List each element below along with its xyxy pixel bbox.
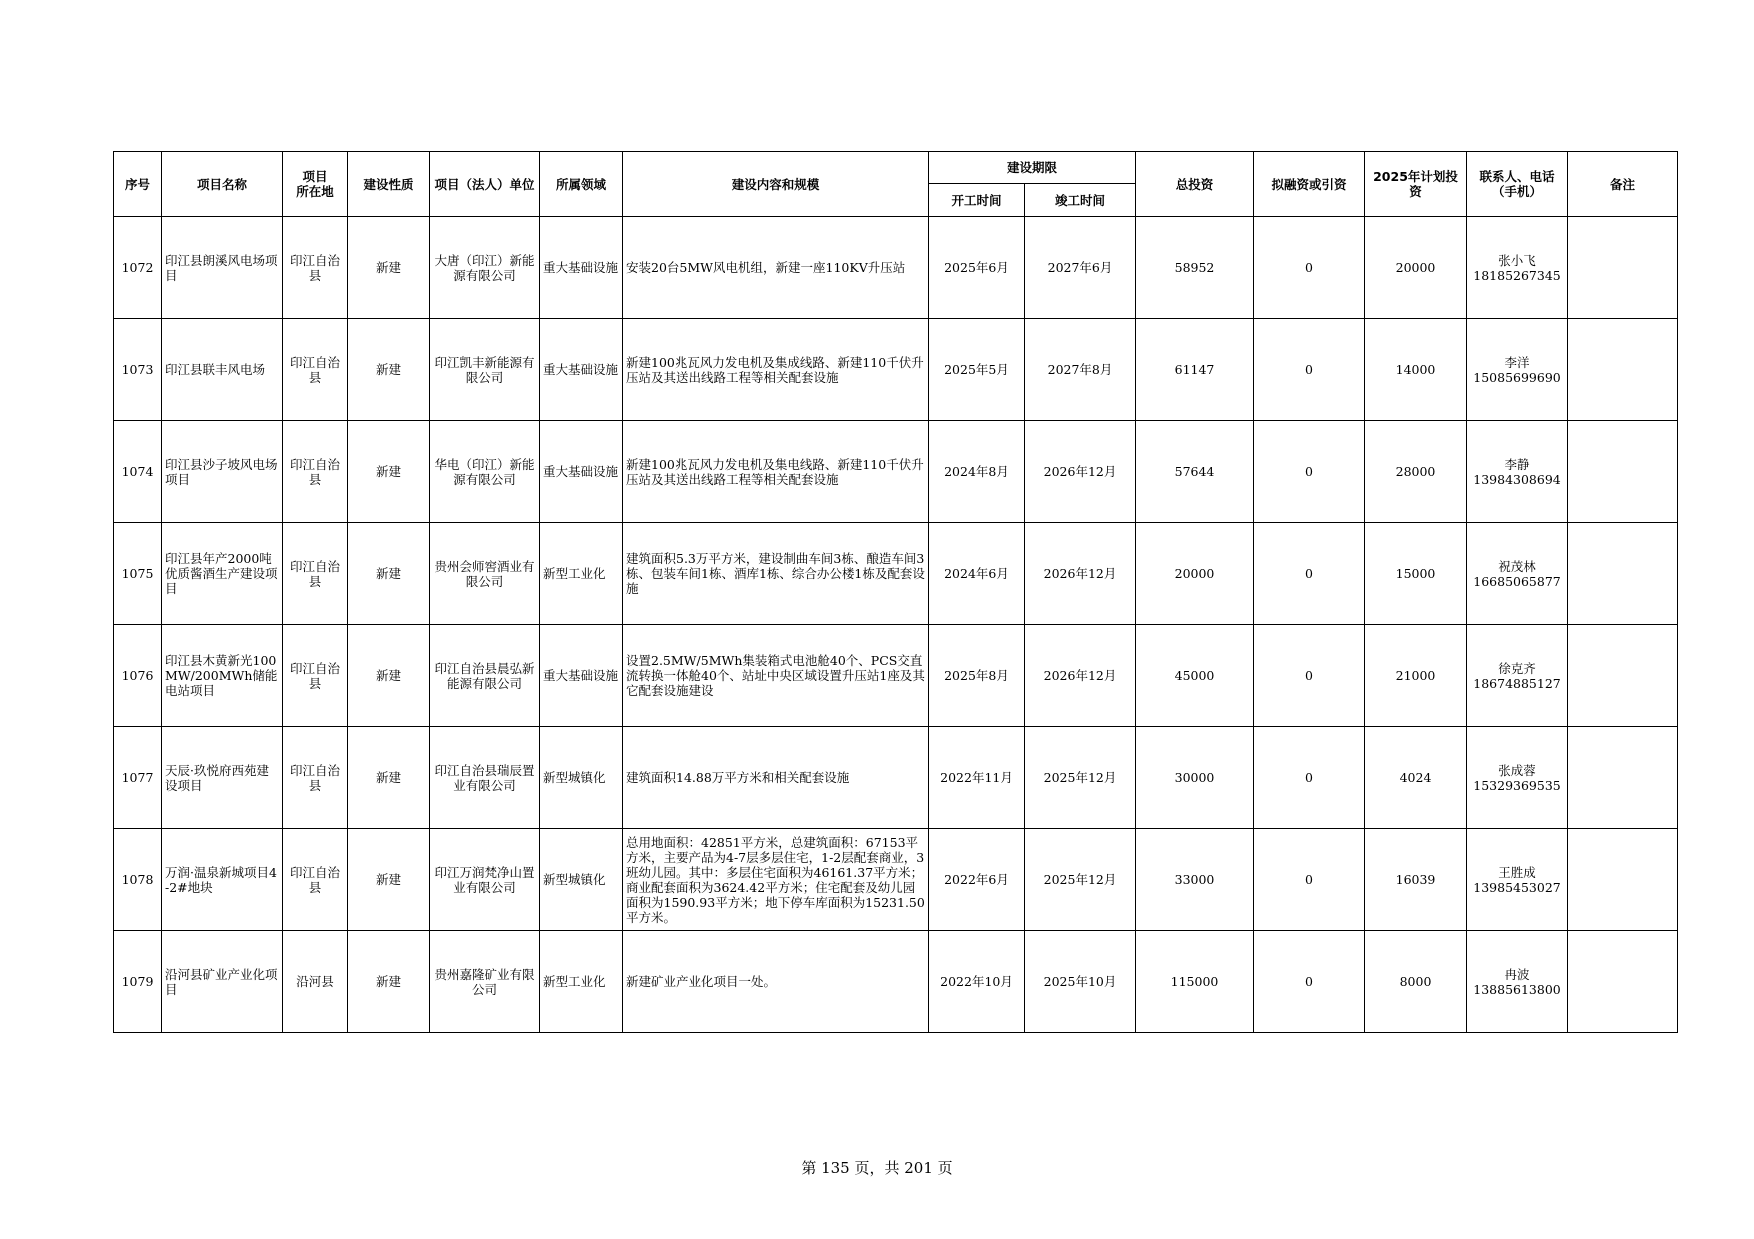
cell-start: 2022年10月: [929, 931, 1025, 1033]
cell-nature: 新建: [348, 829, 430, 931]
cell-contact: [1467, 523, 1568, 625]
cell-location: 印江自治县: [283, 727, 348, 829]
cell-end: 2027年6月: [1025, 217, 1136, 319]
header-field: 所属领域: [540, 152, 623, 217]
cell-nature: 新建: [348, 421, 430, 523]
header-content: 建设内容和规模: [623, 152, 929, 217]
header-name: 项目名称: [162, 152, 283, 217]
table-row: [114, 931, 1678, 1033]
contact-phone: 16685065877: [1473, 573, 1561, 589]
cell-content: 建筑面积14.88万平方米和相关配套设施: [623, 727, 929, 829]
table-row: [114, 523, 1678, 625]
cell-owner: 印江自治县晨弘新能源有限公司: [430, 625, 540, 727]
cell-total: 57644: [1136, 421, 1254, 523]
cell-owner: 印江自治县瑞辰置业有限公司: [430, 727, 540, 829]
cell-name: 印江县沙子坡风电场项目: [162, 421, 283, 523]
contact-name: 张小飞: [1498, 252, 1536, 268]
cell-start: 2024年8月: [929, 421, 1025, 523]
header-financing: 拟融资或引资: [1254, 152, 1365, 217]
cell-plan2025: 4024: [1365, 727, 1467, 829]
cell-total: 20000: [1136, 523, 1254, 625]
table-row: [114, 217, 1678, 319]
header-remark: 备注: [1568, 152, 1678, 217]
cell-financing: 0: [1254, 625, 1365, 727]
cell-end: 2027年8月: [1025, 319, 1136, 421]
cell-remark: [1568, 319, 1678, 421]
cell-start: 2022年6月: [929, 829, 1025, 931]
cell-contact: [1467, 217, 1568, 319]
cell-seq: 1073: [114, 319, 162, 421]
cell-remark: [1568, 523, 1678, 625]
cell-location: 印江自治县: [283, 625, 348, 727]
cell-field: 新型城镇化: [540, 727, 623, 829]
cell-field: 新型城镇化: [540, 829, 623, 931]
header-owner: 项目（法人）单位: [430, 152, 540, 217]
header-start: 开工时间: [929, 184, 1025, 217]
cell-end: 2025年12月: [1025, 727, 1136, 829]
cell-name: 印江县木黄新光100MW/200MWh储能电站项目: [162, 625, 283, 727]
cell-total: 30000: [1136, 727, 1254, 829]
cell-nature: 新建: [348, 523, 430, 625]
cell-field: 重大基础设施: [540, 625, 623, 727]
cell-start: 2025年6月: [929, 217, 1025, 319]
cell-remark: [1568, 625, 1678, 727]
cell-start: 2025年5月: [929, 319, 1025, 421]
header-end: 竣工时间: [1025, 184, 1136, 217]
cell-name: 印江县联丰风电场: [162, 319, 283, 421]
cell-owner: 印江凯丰新能源有限公司: [430, 319, 540, 421]
cell-content: 建筑面积5.3万平方米，建设制曲车间3栋、酿造车间3栋、包装车间1栋、酒库1栋、综合办公楼1栋及配套设施: [623, 523, 929, 625]
cell-contact: [1467, 319, 1568, 421]
cell-plan2025: 21000: [1365, 625, 1467, 727]
cell-end: 2025年10月: [1025, 931, 1136, 1033]
contact-name: 张成蓉: [1498, 762, 1536, 778]
header-seq: 序号: [114, 152, 162, 217]
cell-financing: 0: [1254, 523, 1365, 625]
cell-start: 2022年11月: [929, 727, 1025, 829]
page-footer: 第 135 页，共 201 页: [801, 1159, 953, 1177]
cell-plan2025: 20000: [1365, 217, 1467, 319]
contact-phone: 18674885127: [1473, 675, 1561, 691]
contact-name: 徐克齐: [1498, 660, 1536, 676]
cell-field: 新型工业化: [540, 523, 623, 625]
cell-contact: [1467, 931, 1568, 1033]
cell-name: 印江县年产2000吨优质酱酒生产建设项目: [162, 523, 283, 625]
cell-location: 沿河县: [283, 931, 348, 1033]
contact-phone: 13985453027: [1473, 879, 1561, 895]
cell-owner: 印江万润梵净山置业有限公司: [430, 829, 540, 931]
cell-financing: 0: [1254, 319, 1365, 421]
table-row: [114, 319, 1678, 421]
header-nature: 建设性质: [348, 152, 430, 217]
table-row: [114, 727, 1678, 829]
cell-contact: [1467, 829, 1568, 931]
cell-nature: 新建: [348, 625, 430, 727]
cell-contact: [1467, 625, 1568, 727]
cell-location: 印江自治县: [283, 421, 348, 523]
table-row: [114, 625, 1678, 727]
cell-plan2025: 15000: [1365, 523, 1467, 625]
cell-content: 新建100兆瓦风力发电机及集成线路、新建110千伏升压站及其送出线路工程等相关配套设施: [623, 319, 929, 421]
cell-total: 115000: [1136, 931, 1254, 1033]
cell-seq: 1078: [114, 829, 162, 931]
cell-financing: 0: [1254, 421, 1365, 523]
contact-name: 李静: [1504, 456, 1530, 472]
cell-seq: 1076: [114, 625, 162, 727]
header-plan2025: 2025年计划投资: [1365, 152, 1467, 217]
cell-content: 新建矿业产业化项目一处。: [623, 931, 929, 1033]
cell-end: 2026年12月: [1025, 523, 1136, 625]
contact-phone: 13885613800: [1473, 981, 1561, 997]
cell-contact: [1467, 421, 1568, 523]
cell-location: 印江自治县: [283, 829, 348, 931]
cell-owner: 贵州会师窖酒业有限公司: [430, 523, 540, 625]
cell-contact: [1467, 727, 1568, 829]
cell-seq: 1077: [114, 727, 162, 829]
cell-financing: 0: [1254, 727, 1365, 829]
contact-name: 李洋: [1504, 354, 1530, 370]
cell-end: 2025年12月: [1025, 829, 1136, 931]
cell-nature: 新建: [348, 217, 430, 319]
cell-field: 重大基础设施: [540, 319, 623, 421]
cell-seq: 1075: [114, 523, 162, 625]
cell-nature: 新建: [348, 931, 430, 1033]
cell-location: 印江自治县: [283, 217, 348, 319]
cell-remark: [1568, 421, 1678, 523]
cell-content: 新建100兆瓦风力发电机及集电线路、新建110千伏升压站及其送出线路工程等相关配套设施: [623, 421, 929, 523]
cell-end: 2026年12月: [1025, 421, 1136, 523]
cell-seq: 1072: [114, 217, 162, 319]
cell-plan2025: 28000: [1365, 421, 1467, 523]
cell-owner: 华电（印江）新能源有限公司: [430, 421, 540, 523]
cell-seq: 1079: [114, 931, 162, 1033]
cell-nature: 新建: [348, 727, 430, 829]
cell-owner: 贵州嘉隆矿业有限公司: [430, 931, 540, 1033]
cell-name: 印江县朗溪风电场项目: [162, 217, 283, 319]
cell-total: 58952: [1136, 217, 1254, 319]
cell-content: 安装20台5MW风电机组，新建一座110KV升压站: [623, 217, 929, 319]
contact-name: 祝茂林: [1498, 558, 1536, 574]
cell-location: 印江自治县: [283, 523, 348, 625]
contact-phone: 13984308694: [1473, 471, 1561, 487]
cell-remark: [1568, 829, 1678, 931]
cell-remark: [1568, 931, 1678, 1033]
cell-financing: 0: [1254, 217, 1365, 319]
cell-content: 设置2.5MW/5MWh集装箱式电池舱40个、PCS交直流转换一体舱40个、站址中央区域设置升压站1座及其它配套设施建设: [623, 625, 929, 727]
contact-phone: 15085699690: [1473, 369, 1561, 385]
cell-remark: [1568, 217, 1678, 319]
cell-plan2025: 16039: [1365, 829, 1467, 931]
cell-name: 天辰·玖悦府西苑建设项目: [162, 727, 283, 829]
cell-financing: 0: [1254, 829, 1365, 931]
cell-financing: 0: [1254, 931, 1365, 1033]
cell-start: 2024年6月: [929, 523, 1025, 625]
cell-plan2025: 14000: [1365, 319, 1467, 421]
contact-name: 王胜成: [1498, 864, 1536, 880]
cell-total: 45000: [1136, 625, 1254, 727]
cell-field: 重大基础设施: [540, 217, 623, 319]
cell-plan2025: 8000: [1365, 931, 1467, 1033]
contact-phone: 15329369535: [1473, 777, 1561, 793]
cell-name: 沿河县矿业产业化项目: [162, 931, 283, 1033]
cell-nature: 新建: [348, 319, 430, 421]
table-row: [114, 421, 1678, 523]
cell-start: 2025年8月: [929, 625, 1025, 727]
project-table: [113, 151, 1678, 1033]
cell-content: 总用地面积：42851平方米，总建筑面积：67153平方米，主要产品为4-7层多层住宅，1-2层配套商业，3班幼儿园。其中：多层住宅面积为46161.37平方米；商业配套面积为3624.42平方米；住宅配套及幼儿园面积为1590.93平方米；地下停车库面积为15231.50平方米。: [623, 829, 929, 931]
cell-end: 2026年12月: [1025, 625, 1136, 727]
contact-name: 冉波: [1504, 966, 1530, 982]
header-contact: 联系人、电话（手机）: [1467, 152, 1568, 217]
cell-field: 新型工业化: [540, 931, 623, 1033]
cell-seq: 1074: [114, 421, 162, 523]
header-period: 建设期限: [929, 152, 1136, 184]
cell-location: 印江自治县: [283, 319, 348, 421]
header-location: 项目 所在地: [283, 152, 348, 217]
cell-total: 33000: [1136, 829, 1254, 931]
contact-phone: 18185267345: [1473, 267, 1561, 283]
table-row: [114, 829, 1678, 931]
cell-field: 重大基础设施: [540, 421, 623, 523]
header-total: 总投资: [1136, 152, 1254, 217]
cell-owner: 大唐（印江）新能源有限公司: [430, 217, 540, 319]
cell-remark: [1568, 727, 1678, 829]
cell-name: 万润·温泉新城项目4-2#地块: [162, 829, 283, 931]
cell-total: 61147: [1136, 319, 1254, 421]
